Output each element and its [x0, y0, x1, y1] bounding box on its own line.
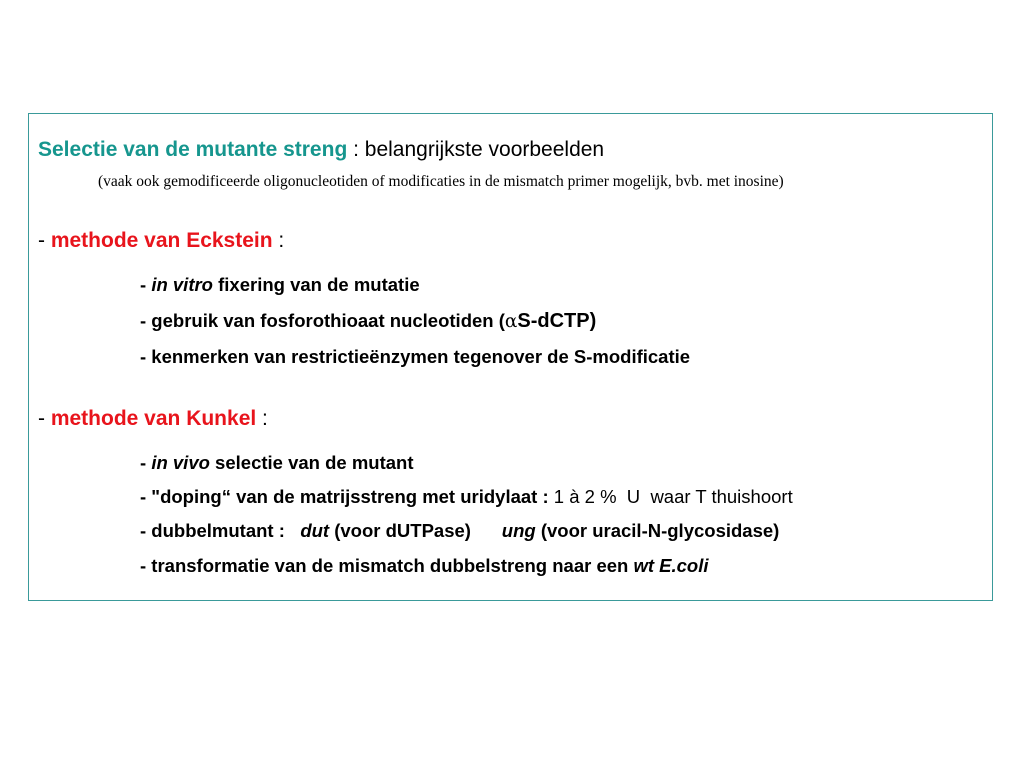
italic-term: wt E.coli — [633, 555, 709, 576]
dash: - — [38, 407, 51, 430]
gene-dut: dut — [300, 520, 330, 541]
slide-heading — [38, 138, 604, 162]
item-tail: S-dCTP) — [517, 310, 597, 332]
item-text: - gebruik van fosforothioaat nucleotiden ( — [140, 310, 505, 331]
eckstein-item-2 — [140, 310, 596, 333]
method-name: methode van Kunkel — [50, 407, 257, 430]
item-detail: 1 à 2 % U waar T thuishoort — [553, 486, 793, 507]
heading-highlight: Selectie van de mutante streng — [38, 138, 348, 161]
kunkel-item-1 — [140, 452, 414, 474]
eckstein-item-1 — [140, 274, 420, 296]
eckstein-item-3 — [140, 346, 690, 368]
dash: - — [140, 274, 152, 295]
item-text: - transformatie van de mismatch dubbelstreng naar een — [140, 555, 634, 576]
gene-dut-desc: (voor dUTPase) — [329, 520, 502, 541]
heading-rest: : belangrijkste voorbeelden — [347, 138, 605, 161]
colon: : — [256, 407, 268, 430]
item-text: - "doping“ van de matrijsstreng met uridylaat : — [140, 486, 554, 507]
kunkel-item-4 — [140, 555, 709, 577]
method-eckstein-heading — [38, 229, 284, 253]
item-text: selectie van de mutant — [209, 452, 414, 473]
method-name: methode van Eckstein — [50, 229, 273, 252]
item-text: fixering van de mutatie — [212, 274, 420, 295]
italic-term: in vitro — [151, 274, 213, 295]
alpha-symbol: α — [504, 311, 518, 332]
colon: : — [272, 229, 285, 252]
dash: - — [38, 229, 51, 252]
dash: - — [140, 452, 152, 473]
kunkel-item-3 — [140, 520, 779, 542]
kunkel-item-2 — [140, 486, 793, 508]
gene-ung-desc: (voor uracil-N-glycosidase) — [535, 520, 780, 541]
item-text: - kenmerken van restrictieënzymen tegenover de S-modificatie — [140, 346, 691, 367]
gene-ung: ung — [501, 520, 536, 541]
heading-note: (vaak ook gemodificeerde oligonucleotiden of modificaties in de mismatch primer mogelijk, bvb. met inosine) — [98, 173, 784, 190]
italic-term: in vivo — [151, 452, 210, 473]
method-kunkel-heading — [38, 407, 268, 431]
item-text: - dubbelmutant : — [140, 520, 301, 541]
